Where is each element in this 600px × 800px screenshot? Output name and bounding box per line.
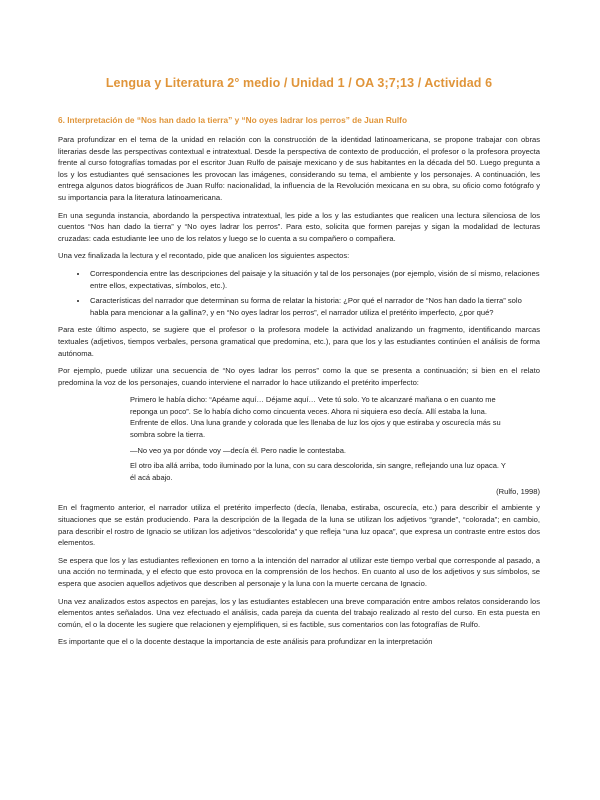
aspects-list	[58, 268, 540, 318]
document-title: Lengua y Literatura 2° medio / Unidad 1 / OA 3;7;13 / Actividad 6	[105, 76, 493, 90]
quote-paragraph: Primero le había dicho: “Apéame aquí… Déjame aquí… Vete tú solo. Yo te alcanzaré mañana o en cuanto me reponga un poco”. Se lo había dicho como cincuenta veces. Ahora ni siquiera eso decía. Allí estaba la luna. Enfrente de ellos. Una luna grande y colorada que les llenaba de luz los ojos y que estiraba y oscurecía más su sombra sobre la tierra.	[130, 395, 501, 440]
section-heading: 6. Interpretación de “Nos han dado la tierra” y “No oyes ladrar los perros” de Juan Rulfo	[58, 115, 408, 125]
paragraph: Para profundizar en el tema de la unidad en relación con la construcción de la identidad latinoamericana, se propone trabajar con obras literarias desde las perspectivas contextual e intratextual. Desde la perspectiva de contexto de producción, el profesor o la profesora proyecta frente al curso fotografías tomadas por el escritor Juan Rulfo de paisaje mexicano y de sus habitantes en la década del 50. Luego pregunta a los y los estudiantes qué sensaciones les provocan las imágenes, considerando su tema, el ambiente y los personajes. A continuación, les entrega algunos datos biográficos de Juan Rulfo: nacionalidad, la influencia de la Revolución mexicana en su obra, su oficio como fotógrafo y su importancia para la literatura latinoamericana.	[58, 135, 540, 202]
list-item: • Correspondencia entre las descripciones del paisaje y la situación y tal de los personajes (por ejemplo, visión de sí mismo, relaciones entre ellos, expectativas, símbolos, etc.).	[88, 268, 540, 291]
paragraph: Una vez finalizada la lectura y el recontado, pide que analicen los siguientes aspectos:	[58, 251, 350, 261]
list-item: • Características del narrador que determinan su forma de relatar la historia: ¿Por qué el narrador de “Nos han dado la tierra” solo habla para mencionar a la gallina?, y en “No oyes ladrar los perros”, el narrador utiliza el pretérito imperfecto, ¿por qué?	[88, 295, 540, 318]
quoted-fragment	[130, 394, 540, 483]
paragraph: Por ejemplo, puede utilizar una secuencia de “No oyes ladrar los perros” como la que se presenta a continuación; si bien en el relato predomina la voz de los personajes, cuando interviene el narrador lo hace utilizando el pretérito imperfecto:	[58, 366, 540, 387]
citation: (Rulfo, 1998)	[496, 487, 540, 497]
quote-paragraph: —No veo ya por dónde voy —decía él. Pero nadie le contestaba.	[130, 445, 346, 455]
paragraph: Para este último aspecto, se sugiere que el profesor o la profesora modele la actividad analizando un fragmento, identificando marcas textuales (adjetivos, tiempos verbales, persona gramatical que predomina, etc.), para que los y las estudiantes continúen el análisis de forma autónoma.	[58, 325, 540, 358]
paragraph: En una segunda instancia, abordando la perspectiva intratextual, les pide a los y las estudiantes que realicen una lectura silenciosa de los cuentos “Nos han dado la tierra” y “No oyes ladrar los perros”. Para esto, solicita que formen parejas y sigan la modalidad de lecturas cruzadas: cada estudiante lee uno de los relatos y luego se lo cuenta a su compañero o compañera.	[58, 210, 540, 243]
paragraph: Se espera que los y las estudiantes reflexionen en torno a la intención del narrador al utilizar este tiempo verbal que corresponde al pasado, a una acción no terminada, y el efecto que esto provoca en la comprensión de los hechos. En cuanto al uso de los adjetivos y sus símbolos, se espera que asocien aquellos adjetivos que describen al personaje y la luna con la muerte cercana de Ignacio.	[58, 555, 540, 588]
paragraph: Una vez analizados estos aspectos en parejas, los y las estudiantes establecen una breve comparación entre ambos relatos considerando los elementos antes señalados. Una vez efectuado el análisis, cada pareja da cuenta del trabajo realizado al resto del curso. En esta puesta en común, el o la docente les sugiere que relacionen y ejemplifiquen, si es factible, sus comentarios con las fotografías de Rulfo.	[58, 596, 540, 629]
paragraph: Es importante que el o la docente destaque la importancia de este análisis para profundizar en la interpretación	[58, 637, 433, 647]
paragraph: En el fragmento anterior, el narrador utiliza el pretérito imperfecto (decía, llenaba, estiraba, oscurecía, etc.) para describir el ambiente y situaciones que se están produciendo. Para la descripción de la llegada de la luna se utilizan los adjetivos “grande”, “colorada”; en cambio, para describir el rostro de Ignacio se utilizan los adjetivos “descolorida” y que refleja “una luz opaca”, que expresa un contraste entre estos dos elementos.	[58, 503, 540, 548]
quote-paragraph: El otro iba allá arriba, todo iluminado por la luna, con su cara descolorida, sin sangre, reflejando una luz opaca. Y él acá abajo.	[130, 461, 506, 482]
